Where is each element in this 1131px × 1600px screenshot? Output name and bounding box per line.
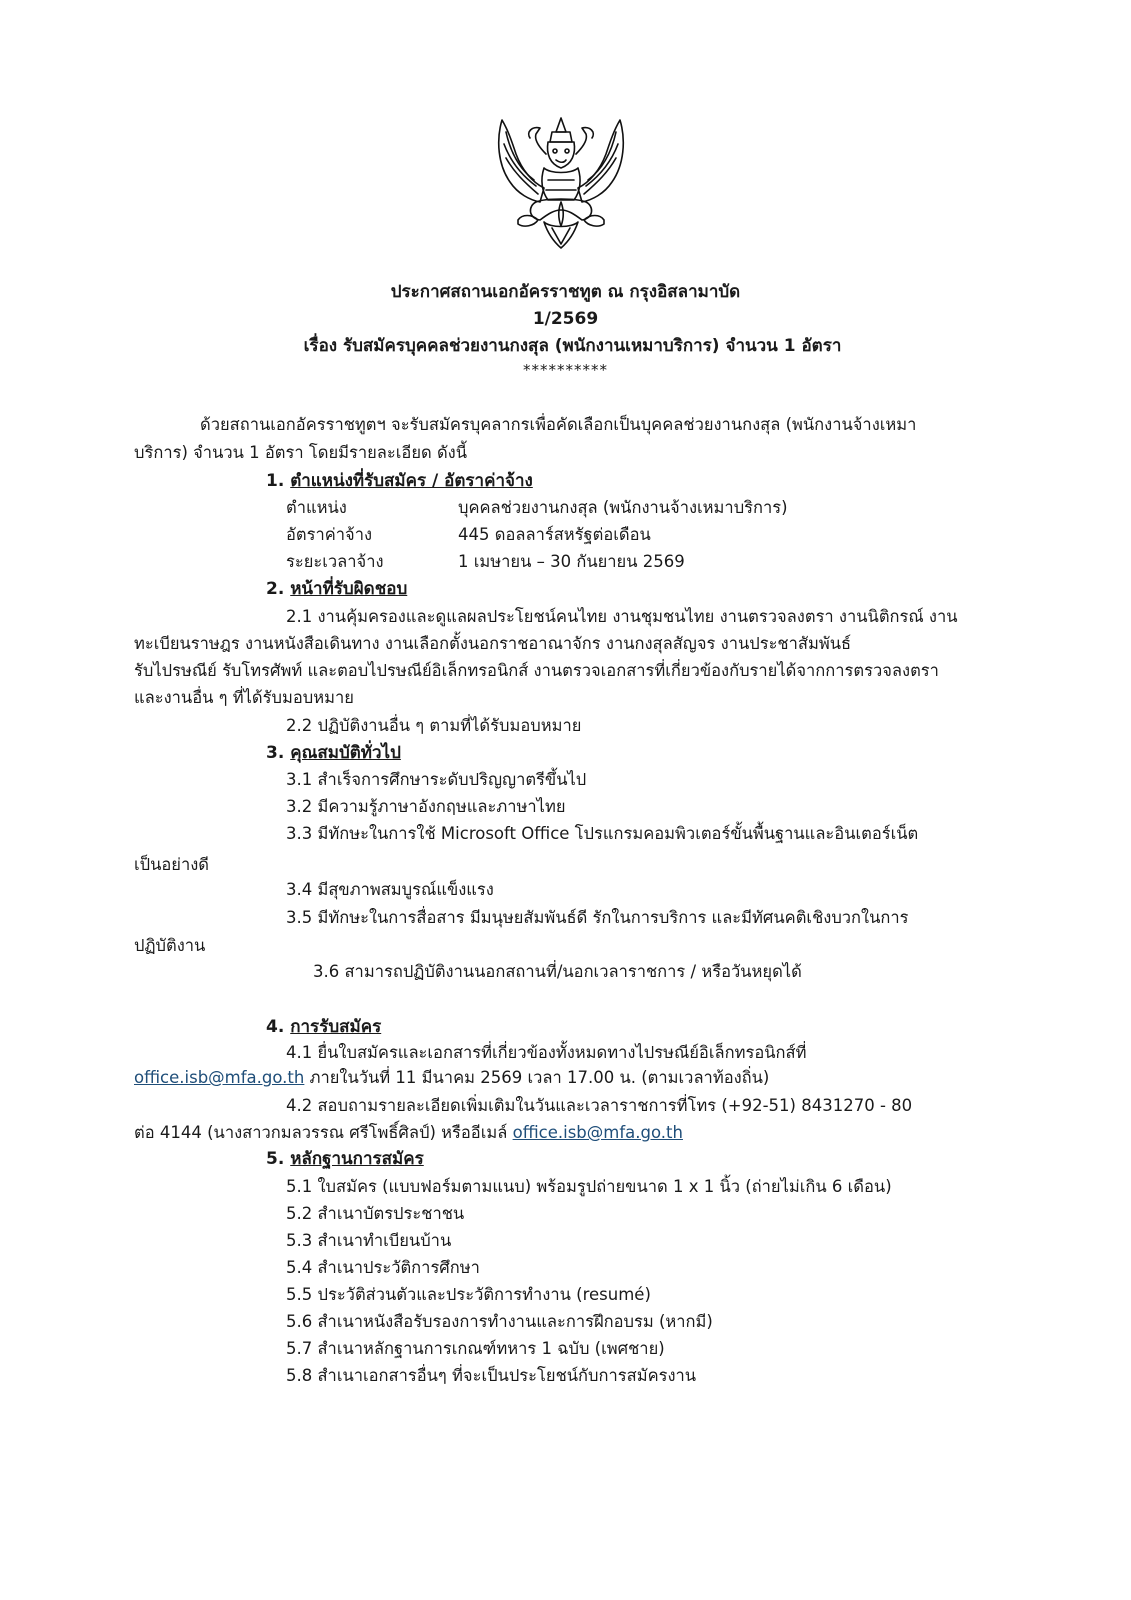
wage-label: อัตราค่าจ้าง <box>286 525 373 544</box>
section-number: 1. <box>266 471 285 491</box>
position-value: บุคคลช่วยงานกงสุล (พนักงานจ้างเหมาบริการ) <box>458 498 788 517</box>
qualification-3-5: 3.5 มีทักษะในการสื่อสาร มีมนุษยสัมพันธ์ดี รักในการบริการ และมีทัศนคติเชิงบวกในการ <box>286 908 909 927</box>
section-5-heading <box>266 1147 424 1171</box>
announcement-number: 1/2569 <box>532 309 599 329</box>
duty-2-2: 2.2 ปฏิบัติงานอื่น ๆ ตามที่ได้รับมอบหมาย <box>286 716 582 735</box>
intro-line-2: บริการ) จำนวน 1 อัตรา โดยมีรายละเอียด ดังนี้ <box>134 443 467 462</box>
header-separator: ********** <box>523 361 608 379</box>
duty-2-1-line-4: และงานอื่น ๆ ที่ได้รับมอบหมาย <box>134 688 354 707</box>
duty-2-1-line-3: รับไปรษณีย์ รับโทรศัพท์ และตอบไปรษณีย์อิเล็กทรอนิกส์ งานตรวจเอกสารที่เกี่ยวข้องกับรายได้จากการตรวจลงตรา <box>134 661 939 680</box>
application-4-1-line-2 <box>134 1066 769 1090</box>
section-number: 5. <box>266 1149 285 1169</box>
qualification-3-5-cont: ปฏิบัติงาน <box>134 936 206 955</box>
qualification-3-2: 3.2 มีความรู้ภาษาอังกฤษและภาษาไทย <box>286 797 566 816</box>
position-label: ตำแหน่ง <box>286 498 347 517</box>
section-3-heading <box>266 741 401 765</box>
qualification-3-3-cont: เป็นอย่างดี <box>134 855 210 874</box>
section-4-heading <box>266 1015 381 1039</box>
section-title: ตำแหน่งที่รับสมัคร / อัตราค่าจ้าง <box>290 471 533 491</box>
duty-2-1-line-1: 2.1 งานคุ้มครองและดูแลผลประโยชน์คนไทย งานชุมชนไทย งานตรวจลงตรา งานนิติกรณ์ งาน <box>286 607 958 626</box>
deadline-text: ภายในวันที่ 11 มีนาคม 2569 เวลา 17.00 น. (ตามเวลาท้องถิ่น) <box>304 1068 770 1087</box>
duration-row <box>286 550 685 574</box>
section-2-heading <box>266 577 407 601</box>
document-5-7: 5.7 สำเนาหลักฐานการเกณฑ์ทหาร 1 ฉบับ (เพศชาย) <box>286 1339 665 1358</box>
document-5-4: 5.4 สำเนาประวัติการศึกษา <box>286 1258 480 1277</box>
document-5-2: 5.2 สำเนาบัตรประชาชน <box>286 1204 465 1223</box>
section-title: หลักฐานการสมัคร <box>290 1149 424 1169</box>
duty-2-1-line-2: ทะเบียนราษฎร งานหนังสือเดินทาง งานเลือกตั้งนอกราชอาณาจักร งานกงสุลสัญจร งานประชาสัมพันธ์ <box>134 634 852 653</box>
section-number: 4. <box>266 1017 285 1037</box>
document-5-5: 5.5 ประวัติส่วนตัวและประวัติการทำงาน (resumé) <box>286 1285 651 1304</box>
announcement-title: ประกาศสถานเอกอัครราชทูต ณ กรุงอิสลามาบัด <box>390 282 741 302</box>
qualification-3-6: 3.6 สามารถปฏิบัติงานนอกสถานที่/นอกเวลาราชการ / หรือวันหยุดได้ <box>313 962 802 981</box>
section-title: คุณสมบัติทั่วไป <box>290 743 401 763</box>
qualification-3-3: 3.3 มีทักษะในการใช้ Microsoft Office โปรแกรมคอมพิวเตอร์ขั้นพื้นฐานและอินเตอร์เน็ต <box>286 824 919 843</box>
announcement-subject: เรื่อง รับสมัครบุคคลช่วยงานกงสุล (พนักงานเหมาบริการ) จำนวน 1 อัตรา <box>303 336 842 356</box>
contact-text: ต่อ 4144 (นางสาวกมลวรรณ ศรีโพธิ์ศิลป์) หรืออีเมล์ <box>134 1123 513 1142</box>
email-link[interactable]: office.isb@mfa.go.th <box>512 1123 683 1142</box>
section-1-heading <box>266 469 533 493</box>
section-title: การรับสมัคร <box>290 1017 382 1037</box>
document-5-1: 5.1 ใบสมัคร (แบบฟอร์มตามแนบ) พร้อมรูปถ่ายขนาด 1 x 1 นิ้ว (ถ่ายไม่เกิน 6 เดือน) <box>286 1177 892 1196</box>
application-4-2-line-1: 4.2 สอบถามรายละเอียดเพิ่มเติมในวันและเวลาราชการที่โทร (+92-51) 8431270 - 80 <box>286 1096 913 1115</box>
position-row <box>286 496 788 520</box>
wage-value: 445 ดอลลาร์สหรัฐต่อเดือน <box>458 525 651 544</box>
garuda-emblem-icon <box>488 110 634 250</box>
document-5-8: 5.8 สำเนาเอกสารอื่นๆ ที่จะเป็นประโยชน์กับการสมัครงาน <box>286 1366 697 1385</box>
duration-value: 1 เมษายน – 30 กันยายน 2569 <box>458 552 685 571</box>
document-5-6: 5.6 สำเนาหนังสือรับรองการทำงานและการฝึกอบรม (หากมี) <box>286 1312 713 1331</box>
qualification-3-1: 3.1 สำเร็จการศึกษาระดับปริญญาตรีขึ้นไป <box>286 770 587 789</box>
intro-line-1: ด้วยสถานเอกอัครราชทูตฯ จะรับสมัครบุคลากรเพื่อคัดเลือกเป็นบุคคลช่วยงานกงสุล (พนักงานจ้างเหมา <box>200 415 917 434</box>
section-title: หน้าที่รับผิดชอบ <box>290 579 408 599</box>
duration-label: ระยะเวลาจ้าง <box>286 552 384 571</box>
wage-row <box>286 523 651 547</box>
application-4-2-line-2 <box>134 1121 683 1145</box>
application-4-1-line-1: 4.1 ยื่นใบสมัครและเอกสารที่เกี่ยวข้องทั้งหมดทางไปรษณีย์อิเล็กทรอนิกส์ที่ <box>286 1043 807 1062</box>
section-number: 3. <box>266 743 285 763</box>
section-number: 2. <box>266 579 285 599</box>
qualification-3-4: 3.4 มีสุขภาพสมบูรณ์แข็งแรง <box>286 880 494 899</box>
email-link[interactable]: office.isb@mfa.go.th <box>134 1068 305 1087</box>
document-5-3: 5.3 สำเนาทำเบียนบ้าน <box>286 1231 452 1250</box>
